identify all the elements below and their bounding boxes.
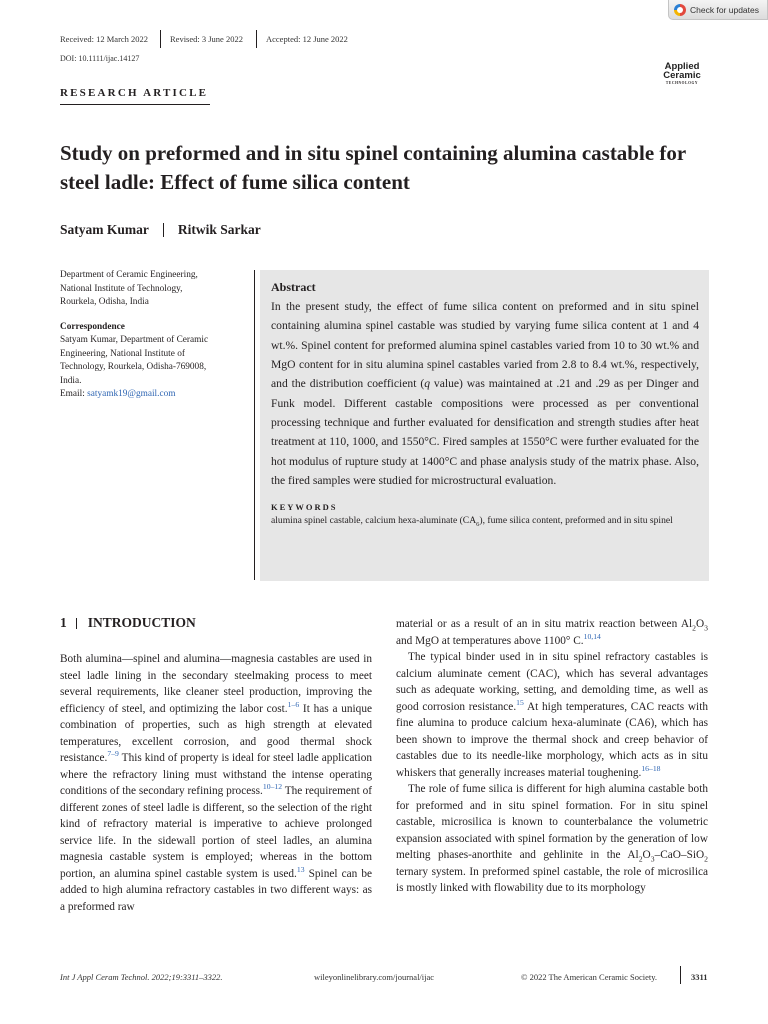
- check-for-updates-button[interactable]: [668, 0, 768, 20]
- affiliation-line: Department of Ceramic Engineering,: [60, 270, 198, 280]
- footer-divider: [680, 966, 681, 984]
- section-number: 1: [60, 615, 67, 630]
- keywords-text: alumina spinel castable, calcium hexa-aluminate $(CA_6)$, fume silica content, preformed and in situ spinel: [271, 515, 673, 529]
- correspondence-line: Satyam Kumar, Department of Ceramic: [60, 335, 209, 345]
- section-title: INTRODUCTION: [87, 615, 196, 630]
- email-row: [60, 388, 232, 402]
- footer-citation: Int J Appl Ceram Technol. 2022;19:3311–3322.: [60, 972, 223, 982]
- footer-copyright: © 2022 The American Ceramic Society.: [521, 972, 658, 982]
- revised-date: Revised: 3 June 2022: [170, 34, 243, 44]
- journal-logo-line3: TECHNOLOGY: [665, 81, 699, 85]
- reference-link[interactable]: 10–12: [262, 782, 283, 792]
- paragraph: The typical binder used in in situ spinel refractory castables is calcium aluminate cement (CAC), which has several advantages such as adequate working, setting, and demolding time, as well as good corrosion resistance.$^{15}$ At high temperatures, CAC reacts with fine alumina to produce calcium hexa-aluminate (CA6), which has been shown to improve the thermal shock and creep behavior of castables due to its needle-like morphology, which acts as in situ whiskers that generally increases material toughening.$^{16-18}$: [396, 651, 708, 779]
- check-for-updates-label: Check for updates: [690, 4, 759, 15]
- article-type: RESEARCH ARTICLE: [60, 87, 209, 99]
- paragraph: Both alumina—spinel and alumina—magnesia castables are used in steel ladle lining in the secondary steelmaking process to meet several requirements, like cleaner steel production, improving the efficiency of steel, and optimizing the labor cost.$^{1-6}$ It has a unique combination of properties, such as high strength at elevated temperatures, excellent corrosion, and good thermal shock resistance.$^{7-9}$ This kind of property is ideal for steel ladle application where the refractory lining must withstand the intense operating conditions of the secondary refining process.$^{10-12}$ The requirement of different zones of steel ladle is different, so the selection of the right kind of refractory material is imperative to achieve prolonged service life. In the sidewall portion of steel ladles, an alumina magnesia castable system is employed; whereas in the bottom portion, an alumina spinel castable system is used.$^{13}$ Spinel can be added to high alumina refractory castables in two different ways: as a preformed raw: [60, 653, 372, 913]
- correspondence-line: India.: [60, 375, 82, 386]
- abstract-text: In the present study, the effect of fume silica content on preformed and in situ spinel containing alumina spinel castable was studied by varying fume silica content at 1 and 4 wt.%. Spinel content for preformed alumina spinel castables varied from 10 to 30 wt.% and MgO content for in situ alumina spinel castables varied from 2.8 to 8.4 wt.%, respectively, and the distribution coefficient (q value) was maintained at .21 and .29 as per Dinger and Funk model. Different castable compositions were processed as per conventional processing technique and further evaluated for densification and strength studies after heat treatment at 110, 1000, and 1550°C. Fired samples at 1550°C were further evaluated for the hot modulus of rupture study at 1400°C and phase analysis study of the matrix phase. Also, the fired samples were studied for microstructural evaluation.: [271, 300, 699, 488]
- correspondence-line: Technology, Rourkela, Odisha-769008,: [60, 362, 207, 372]
- abstract-heading: Abstract: [271, 280, 316, 294]
- page-number: 3311: [691, 972, 708, 982]
- author-name[interactable]: Satyam Kumar: [60, 222, 149, 237]
- affiliation-block: [60, 269, 232, 402]
- reference-link[interactable]: 13: [296, 864, 305, 874]
- author-name[interactable]: Ritwik Sarkar: [177, 222, 261, 237]
- reference-link[interactable]: 1–6: [287, 699, 300, 709]
- journal-logo-line2: Ceramic: [663, 70, 701, 81]
- article-title: Study on preformed and in situ spinel containing alumina castable for steel ladle: Effect of fume silica content: [60, 141, 686, 194]
- update-check-icon: [674, 4, 686, 16]
- journal-logo-line1: Applied: [664, 61, 700, 72]
- reference-link[interactable]: 7–9: [107, 749, 119, 759]
- reference-link[interactable]: 16–18: [641, 763, 661, 773]
- abstract-divider: [254, 270, 255, 580]
- reference-link[interactable]: 10,14: [583, 631, 601, 641]
- received-date: Received: 12 March 2022: [60, 34, 149, 44]
- paragraph: The role of fume silica is different for high alumina castable both for preformed and in situ spinel formation. For in situ spinel castable, microsilica is known to counterbalance the volumetric expansion associated with spinel formation by the generation of low melting phases-anorthite and gehlinite in the $Al_2O_3-CaO-SiO_2$ ternary system. In preformed spinel castable, the role of microsilica is mostly linked with flowability due to its morphology: [396, 783, 708, 894]
- author-list: [60, 222, 261, 238]
- body-column-left: [60, 651, 372, 915]
- journal-logo: [656, 58, 708, 85]
- section-heading: [60, 615, 196, 631]
- accepted-date: Accepted: 12 June 2022: [266, 34, 348, 44]
- email-label: Email:: [60, 389, 88, 399]
- meta-divider: [256, 30, 257, 48]
- email-link[interactable]: satyamk19@gmail.com: [87, 389, 176, 399]
- section-divider: [76, 618, 77, 629]
- doi: DOI: 10.1111/ijac.14127: [60, 54, 140, 63]
- reference-link[interactable]: 15: [516, 697, 524, 707]
- correspondence-heading: Correspondence: [60, 321, 125, 332]
- abstract-box: [260, 270, 709, 581]
- author-divider: [163, 223, 164, 237]
- affiliation-line: Rourkela, Odisha, India: [60, 297, 149, 307]
- meta-divider: [160, 30, 161, 48]
- article-type-rule: [60, 104, 210, 105]
- footer-journal-link[interactable]: wileyonlinelibrary.com/journal/ijac: [314, 972, 435, 982]
- affiliation-line: National Institute of Technology,: [60, 283, 183, 294]
- correspondence-line: Engineering, National Institute of: [60, 348, 185, 359]
- keywords-heading: KEYWORDS: [271, 502, 338, 513]
- body-column-right: [396, 616, 708, 897]
- paragraph: material or as a result of an in situ matrix reaction between $Al_2O_3$ and MgO at temperatures above 1100° C.$^{10,14}$: [396, 618, 708, 647]
